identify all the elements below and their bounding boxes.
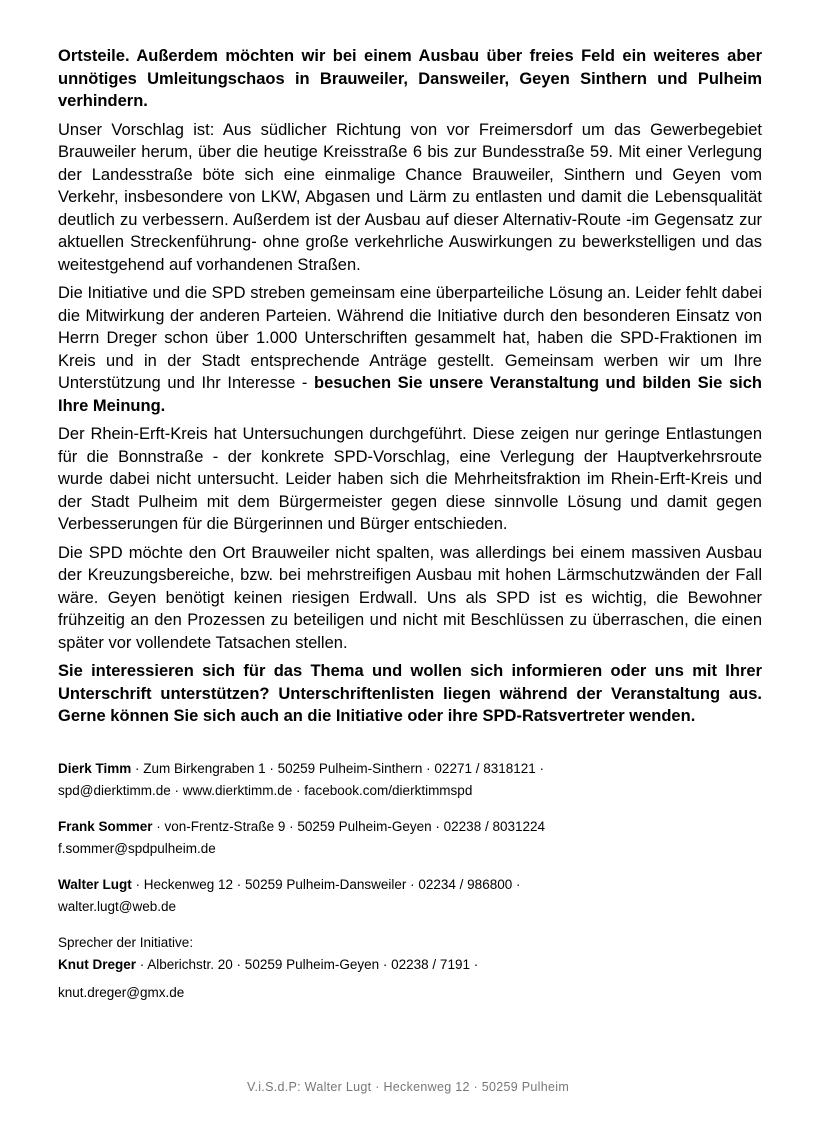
paragraph-ortsteile: Ortsteile. Außerdem möchten wir bei einem Ausbau über freies Feld ein weiteres aber unnötiges Umleitungschaos in Brauweiler, Dansweiler, Geyen Sinthern und Pulheim verhindern. (58, 47, 762, 110)
contact-address: · Heckenweg 12 · 50259 Pulheim-Danswеiler · 02234 / 986800 · (131, 876, 521, 892)
contact-dierk-timm (58, 758, 762, 802)
contact-address: · Zum Birkengraben 1 · 50259 Pulheim-Sinthern · 02271 / 8318121 · (131, 760, 545, 776)
contact-name: Dierk Timm (58, 760, 132, 776)
paragraph-initiative-callout: besuchen Sie unsere Veranstaltung und bilden Sie sich Ihre Meinung. (58, 374, 763, 415)
imprint-footer: V.i.S.d.P: Walter Lugt · Heckenweg 12 · 50259 Pulheim (246, 1080, 570, 1094)
paragraph-brauweiler: Die SPD möchte den Ort Brauweiler nicht spalten, was allerdings bei einem massiven Ausbau der Kreuzungsbereiche, bzw. bei mehrstreifigen Ausbau mit hohen Lärmschutzwänden der Fall wäre. Geyen benötigt keinen riesigen Erdwall. Uns als SPD ist es wichtig, die Bewohner frühzeitig an den Prozessen zu beteiligen und nicht mit Beschlüssen zu überraschen, die einen später vor vollendete Tatsachen stellen. (58, 543, 762, 652)
contact-frank-sommer (58, 816, 762, 860)
contact-walter-lugt (58, 874, 762, 918)
paragraph-initiative (58, 282, 762, 417)
contact-name: Knut Dreger (58, 956, 137, 972)
speaker-label: Sprecher der Initiative: (58, 934, 194, 950)
contact-email[interactable]: knut.dreger@gmx.de (58, 984, 185, 1000)
paragraph-vorschlag: Unser Vorschlag ist: Aus südlicher Richtung von vor Freimersdorf um das Gewerbegebiet Brauweiler herum, über die heutige Kreisstraße 6 bis zur Bundesstraße 59. Mit einer Verlegung der Landesstraße böte sich eine einmalige Chance Brauweiler, Sinthern und Geyen vom Verkehr, insbesondere von LKW, Abgasen und Lärm zu entlasten und damit die Lebensqualität deutlich zu verbessern. Außerdem ist der Ausbau auf dieser Alternativ-Route -im Gegensatz zur aktuellen Streckenführung- ohne große verkehrliche Auswirkungen zu bewerkstelligen und das weitestgehend auf vorhandenen Straßen. (58, 120, 762, 274)
contact-email[interactable]: f.sommer@spdpulheim.de (58, 840, 216, 856)
contacts-section (58, 758, 762, 1004)
contact-address: · von-Frentz-Straße 9 · 50259 Pulheim-Geyen · 02238 / 8031224 (152, 818, 546, 834)
contact-web[interactable]: spd@dierktimm.de · www.dierktimm.de · facebook.com/dierktimmspd (58, 782, 473, 798)
document-page (58, 45, 762, 1018)
paragraph-untersuchungen: Der Rhein-Erft-Kreis hat Untersuchungen durchgeführt. Diese zeigen nur geringe Entlastungen für die Bonnstraße - der konkrete SPD-Vorschlag, eine Verlegung der Hauptverkehrsroute wurde dabei nicht untersucht. Leider haben sich die Mehrheitsfraktion im Rhein-Erft-Kreis und der Stadt Pulheim mit dem Bürgermeister gegen diese sinnvolle Lösung und damit gegen Verbesserungen für die Bürgerinnen und Bürger entschieden. (58, 425, 762, 533)
contact-name: Frank Sommer (58, 818, 153, 834)
paragraph-initiative-text: Die Initiative und die SPD streben gemeinsam eine überparteiliche Lösung an. Leider fehlt dabei die Mitwirkung der anderen Parteien. Während die Initiative durch den besonderen Einsatz von Herrn Dreger schon über 1.000 Unterschriften gesammelt hat, haben die SPD-Fraktionen im Kreis und in der Stadt entsprechende Anträge gestellt. Gemeinsam werben wir um Ihre Unterstützung und Ihr Interesse - (58, 284, 762, 392)
contact-address: · Alberichstr. 20 · 50259 Pulheim-Geyen · 02238 / 7191 · (136, 956, 479, 972)
contact-knut-dreger (58, 932, 762, 1004)
contact-name: Walter Lugt (58, 876, 132, 892)
contact-email[interactable]: walter.lugt@web.de (58, 898, 177, 914)
paragraph-call-to-action: Sie interessieren sich für das Thema und wollen sich informieren oder uns mit Ihrer Unterschrift unterstützen? Unterschriftenlisten liegen während der Veranstaltung aus. Gerne können Sie sich auch an die Initiative oder ihre SPD-Ratsvertreter wenden. (58, 662, 762, 725)
